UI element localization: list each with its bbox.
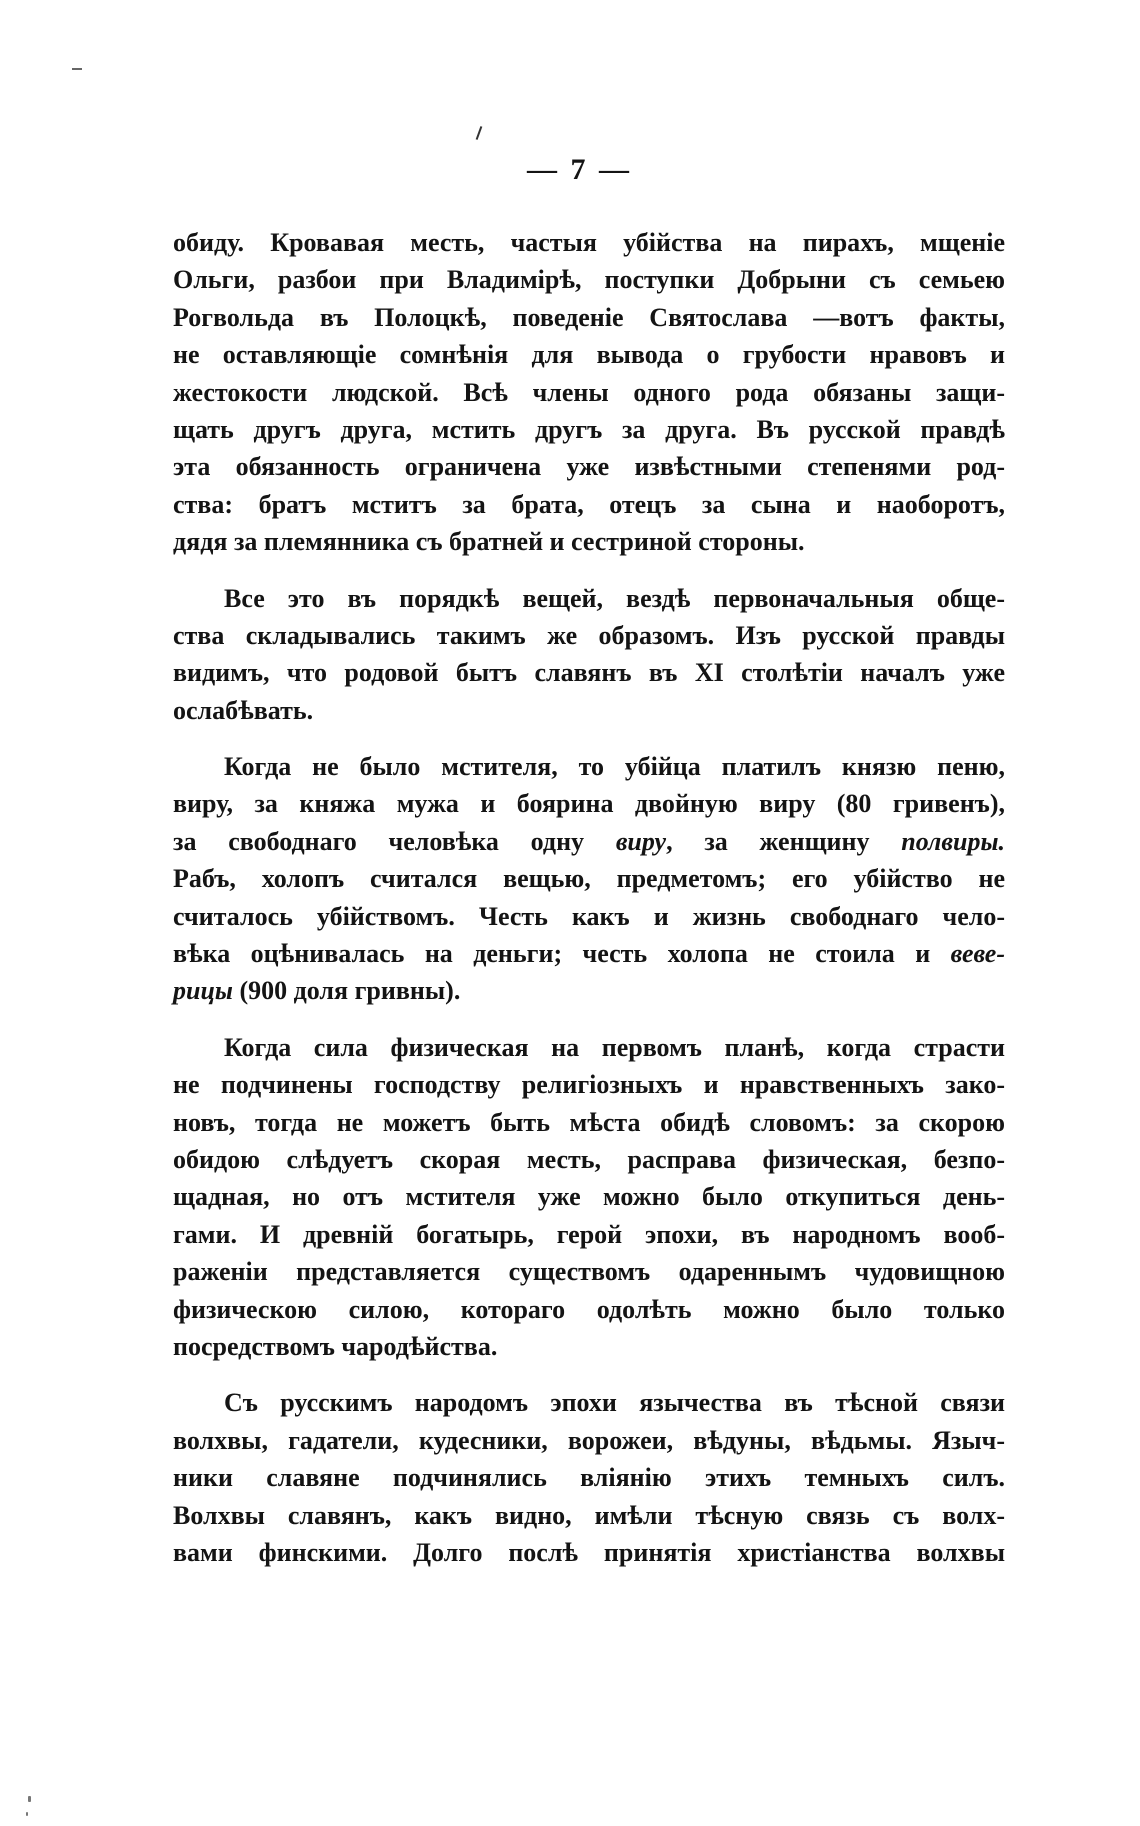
italic-word: полвиры.	[901, 826, 1006, 856]
text-body	[173, 224, 1005, 1571]
text-line: виру, за княжа мужа и боярина двойную виру (80 гривенъ),	[173, 789, 1005, 819]
text-segment: вѣка оцѣнивалась на деньги; честь холопа не стоила и	[173, 939, 951, 969]
text-line: эта обязанность ограничена уже извѣстными степенями род-	[173, 452, 1005, 482]
italic-word: рицы	[173, 976, 233, 1006]
text-line: ства складывались такимъ же образомъ. Изъ русской правды	[173, 620, 1005, 650]
text-line: не оставляющіе сомнѣнія для вывода о грубости нравовъ и	[173, 340, 1005, 370]
text-line: Съ русскимъ народомъ эпохи язычества въ тѣсной связи	[224, 1388, 1005, 1418]
text-line: дядя за племянника съ братней и сестриной стороны.	[173, 527, 805, 557]
text-line: не подчинены господству религіозныхъ и нравственныхъ зако-	[173, 1070, 1005, 1100]
scan-mark-dash	[72, 68, 82, 70]
text-line: посредствомъ чародѣйства.	[173, 1331, 498, 1361]
text-line: жестокости людской. Всѣ члены одного рода обязаны защи-	[173, 377, 1005, 407]
italic-word: веве-	[950, 939, 1005, 969]
text-segment: , за женщину	[666, 826, 902, 856]
text-line: Рабъ, холопъ считался вещью, предметомъ; его убійство не	[173, 864, 1005, 894]
text-line: гами. И древній богатырь, герой эпохи, въ народномъ вооб-	[173, 1219, 1005, 1249]
text-line: Когда не было мстителя, то убійца платилъ князю пеню,	[224, 752, 1005, 782]
text-line: физическою силою, котораго одолѣть можно было только	[173, 1294, 1005, 1324]
text-line: щадная, но отъ мстителя уже можно было откупиться день-	[173, 1182, 1005, 1212]
text-segment: (900 доля гривны).	[232, 976, 461, 1006]
text-line: щать другъ друга, мстить другъ за друга. Въ русской правдѣ	[173, 414, 1005, 444]
text-line: ники славяне подчинялись вліянію этихъ темныхъ силъ.	[173, 1463, 1005, 1493]
text-line: считалось убійствомъ. Честь какъ и жизнь свободнаго чело-	[173, 901, 1005, 931]
text-line: вами финскими. Долго послѣ принятія христіанства волхвы	[173, 1537, 1005, 1567]
text-line: Все это въ порядкѣ вещей, вездѣ первоначальныя обще-	[224, 583, 1005, 613]
paragraph-5	[173, 1384, 1005, 1571]
text-line	[173, 972, 1005, 1009]
paragraph-1	[173, 224, 1005, 561]
text-line: новъ, тогда не можетъ быть мѣста обидѣ словомъ: за скорою	[173, 1107, 1005, 1137]
paragraph-3	[173, 748, 1005, 1010]
scan-mark-slash	[476, 126, 483, 140]
scan-speck	[28, 1796, 31, 1802]
scan-speck	[26, 1812, 28, 1816]
paragraph-2	[173, 580, 1005, 730]
text-line: ослабѣвать.	[173, 695, 314, 725]
text-line: обиду. Кровавая месть, частыя убійства на пирахъ, мщеніе	[173, 228, 1005, 257]
text-line: ства: братъ мститъ за брата, отецъ за сына и наоборотъ,	[173, 489, 1005, 519]
text-line: видимъ, что родовой бытъ славянъ въ XI столѣтіи началъ уже	[173, 658, 1005, 688]
text-segment: за свободнаго человѣка одну	[173, 826, 616, 856]
text-line: обидою слѣдуетъ скорая месть, расправа физическая, безпо-	[173, 1144, 1005, 1174]
text-line: раженіи представляется существомъ одареннымъ чудовищною	[173, 1257, 1005, 1287]
text-line: Когда сила физическая на первомъ планѣ, когда страсти	[224, 1032, 1005, 1062]
text-line: Рогвольда въ Полоцкѣ, поведеніе Святослава —вотъ факты,	[173, 302, 1005, 332]
text-line	[173, 823, 1005, 860]
text-line: волхвы, гадатели, кудесники, ворожеи, вѣдуны, вѣдьмы. Языч-	[173, 1425, 1005, 1455]
paragraph-4	[173, 1029, 1005, 1366]
text-line: Ольги, разбои при Владимірѣ, поступки Добрыни съ семьею	[173, 265, 1005, 295]
italic-word: виру	[615, 826, 667, 856]
text-line: Волхвы славянъ, какъ видно, имѣли тѣсную связь съ волх-	[173, 1500, 1005, 1530]
page-number: — 7 —	[527, 153, 629, 186]
text-line	[173, 935, 1005, 972]
